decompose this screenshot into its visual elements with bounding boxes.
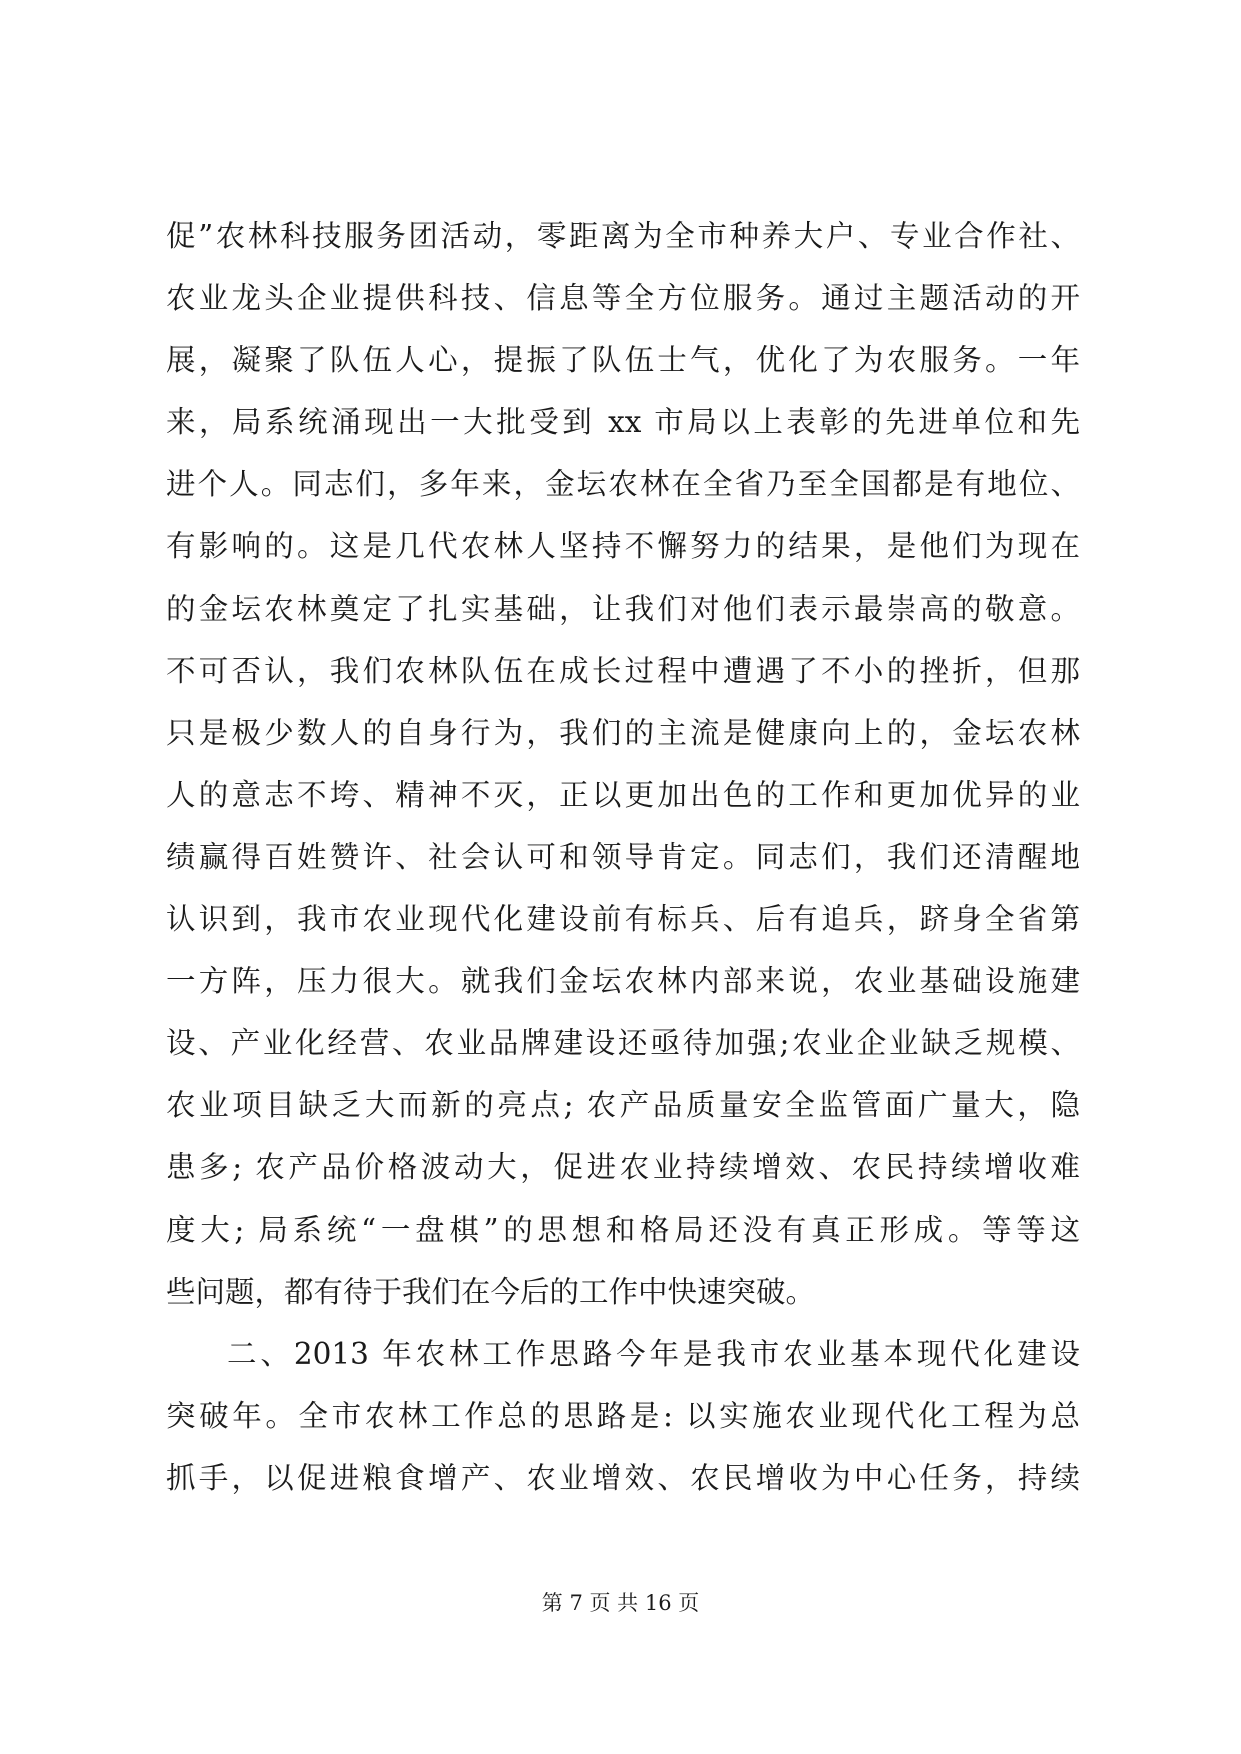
body-text <box>166 205 1080 1509</box>
paragraph-end-line: 些问题，都有待于我们在今后的工作中快速突破。 <box>166 1274 816 1309</box>
text-line: 绩赢得百姓赞许、社会认可和领导肯定。同志们，我们还清醒地 <box>166 839 1080 874</box>
text-line: 展，凝聚了队伍人心，提振了队伍士气，优化了为农服务。一年 <box>166 343 1080 378</box>
section-heading-line: 二、2013 年农林工作思路今年是我市农业基本现代化建设 <box>227 1336 1080 1371</box>
text-line: 进个人。同志们，多年来，金坛农林在全省乃至全国都是有地位、 <box>166 467 1080 502</box>
text-line: 抓手，以促进粮食增产、农业增效、农民增收为中心任务，持续 <box>166 1460 1080 1495</box>
text-line: 突破年。全市农林工作总的思路是: 以实施农业现代化工程为总 <box>166 1398 1080 1433</box>
text-line: 患多; 农产品价格波动大，促进农业持续增效、农民持续增收难 <box>166 1150 1080 1185</box>
text-line: 农业龙头企业提供科技、信息等全方位服务。通过主题活动的开 <box>166 281 1080 316</box>
text-line: 设、产业化经营、农业品牌建设还亟待加强;农业企业缺乏规模、 <box>166 1026 1080 1061</box>
text-line: 农业项目缺乏大而新的亮点; 农产品质量安全监管面广量大，隐 <box>166 1088 1080 1123</box>
text-line: 有影响的。这是几代农林人坚持不懈努力的结果，是他们为现在 <box>166 529 1080 564</box>
text-line: 度大; 局系统“一盘棋”的思想和格局还没有真正形成。等等这 <box>166 1212 1080 1247</box>
page-footer: 第 7 页 共 16 页 <box>541 1591 700 1615</box>
text-line: 的金坛农林奠定了扎实基础，让我们对他们表示最崇高的敬意。 <box>166 591 1080 626</box>
text-line: 一方阵，压力很大。就我们金坛农林内部来说，农业基础设施建 <box>166 964 1080 999</box>
text-line: 来，局系统涌现出一大批受到 xx 市局以上表彰的先进单位和先 <box>166 405 1080 440</box>
text-line: 只是极少数人的自身行为，我们的主流是健康向上的，金坛农林 <box>166 715 1080 750</box>
text-line: 认识到，我市农业现代化建设前有标兵、后有追兵，跻身全省第 <box>166 902 1080 937</box>
text-line: 促”农林科技服务团活动，零距离为全市种养大户、专业合作社、 <box>166 219 1080 253</box>
text-line: 人的意志不垮、精神不灭，正以更加出色的工作和更加优异的业 <box>166 777 1080 812</box>
text-line: 不可否认，我们农林队伍在成长过程中遭遇了不小的挫折，但那 <box>166 653 1080 688</box>
